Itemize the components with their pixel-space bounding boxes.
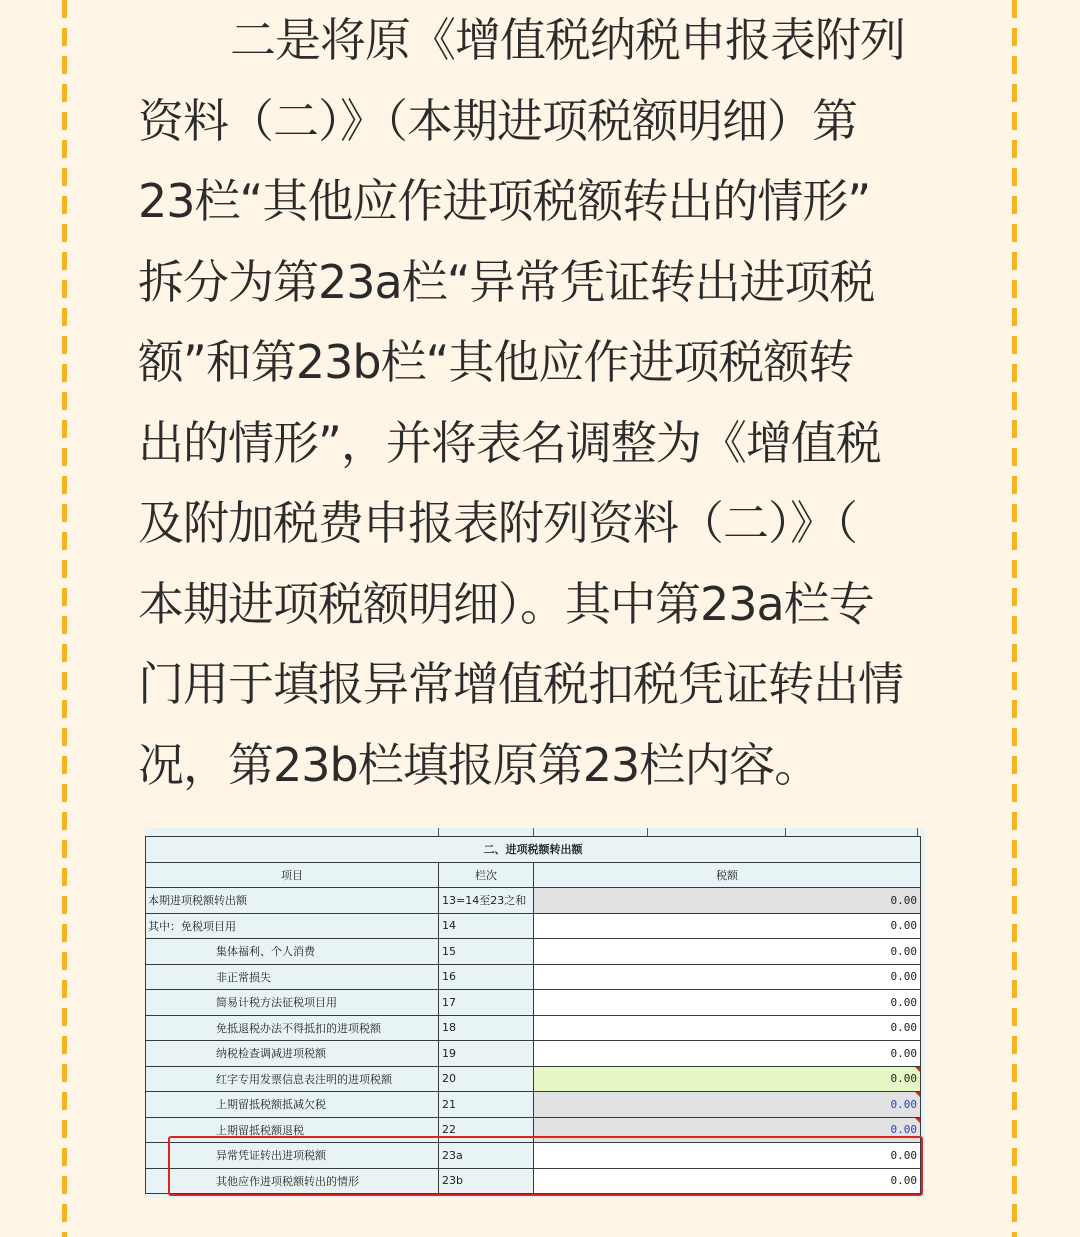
body-paragraph: [138, 0, 928, 805]
row-col: 22: [439, 1117, 534, 1143]
table-row: [146, 939, 921, 965]
row-amount: 0.00: [534, 1092, 921, 1118]
paragraph-line-7: 及附加税费申报表附列资料（二）》（: [138, 496, 857, 550]
row-item: 集体福利、个人消费: [146, 939, 439, 965]
table-row: [146, 1041, 921, 1067]
header-col: 栏次: [439, 862, 534, 888]
table-row: [146, 964, 921, 990]
table-row: [146, 990, 921, 1016]
row-amount: 0.00: [534, 1117, 921, 1143]
row-amount-input[interactable]: 0.00: [534, 1066, 921, 1092]
row-item: 非正常损失: [146, 964, 439, 990]
row-amount: 0.00: [534, 888, 921, 914]
row-col: 20: [439, 1066, 534, 1092]
row-amount-input[interactable]: 0.00: [534, 1041, 921, 1067]
row-col: 18: [439, 1015, 534, 1041]
row-col: 13=14至23之和: [439, 888, 534, 914]
row-amount-input[interactable]: 0.00: [534, 990, 921, 1016]
table-row: [146, 888, 921, 914]
row-item: 上期留抵税额抵减欠税: [146, 1092, 439, 1118]
row-col: 21: [439, 1092, 534, 1118]
table-row: [146, 1092, 921, 1118]
row-amount-input[interactable]: 0.00: [534, 1168, 921, 1194]
paragraph-line-9: 门用于填报异常增值税扣税凭证转出情: [138, 657, 903, 711]
row-item: 上期留抵税额退税: [146, 1117, 439, 1143]
row-col: 16: [439, 964, 534, 990]
paragraph-line-3: 23栏“其他应作进项税额转出的情形”: [138, 174, 871, 228]
header-row: [146, 862, 921, 888]
row-item: 其中：免税项目用: [146, 913, 439, 939]
row-item: 免抵退税办法不得抵扣的进项税额: [146, 1015, 439, 1041]
row-col: 15: [439, 939, 534, 965]
header-item: 项目: [146, 862, 439, 888]
right-dashed-border: [1012, 0, 1017, 1237]
paragraph-line-6: 出的情形”，并将表名调整为《增值税: [138, 415, 881, 470]
paragraph-line-10: 况，第23b栏填报原第23栏内容。: [138, 737, 820, 792]
row-item: 异常凭证转出进项税额: [146, 1143, 439, 1169]
paragraph-line-2: 资料（二）》（本期进项税额明细）第: [138, 93, 857, 148]
paragraph-line-1: 二是将原《增值税纳税申报表附列: [230, 13, 905, 67]
row-item: 纳税检查调减进项税额: [146, 1041, 439, 1067]
row-amount-input[interactable]: 0.00: [534, 1015, 921, 1041]
row-col: 23a: [439, 1143, 534, 1169]
left-dashed-border: [62, 0, 67, 1237]
row-item: 本期进项税额转出额: [146, 888, 439, 914]
table-row: [146, 1015, 921, 1041]
row-item: 其他应作进项税额转出的情形: [146, 1168, 439, 1194]
section-title-row: [146, 837, 921, 863]
row-item: 简易计税方法征税项目用: [146, 990, 439, 1016]
row-col: 14: [439, 913, 534, 939]
row-amount-input[interactable]: 0.00: [534, 939, 921, 965]
table-row: [146, 1066, 921, 1092]
row-col: 19: [439, 1041, 534, 1067]
table-row: [146, 913, 921, 939]
row-amount-input[interactable]: 0.00: [534, 913, 921, 939]
row-col: 17: [439, 990, 534, 1016]
row-amount-input[interactable]: 0.00: [534, 964, 921, 990]
row-col: 23b: [439, 1168, 534, 1194]
paragraph-line-5: 额”和第23b栏“其他应作进项税额转: [138, 335, 854, 389]
header-amount: 税额: [534, 862, 921, 888]
paragraph-line-4: 拆分为第23a栏“异常凭证转出进项税: [138, 254, 875, 309]
section-title: 二、进项税额转出额: [146, 837, 921, 863]
row-amount-input[interactable]: 0.00: [534, 1143, 921, 1169]
row-item: 红字专用发票信息表注明的进项税额: [146, 1066, 439, 1092]
paragraph-line-8: 本期进项税额明细）。其中第23a栏专: [138, 576, 874, 631]
highlight-box: [168, 1136, 923, 1196]
